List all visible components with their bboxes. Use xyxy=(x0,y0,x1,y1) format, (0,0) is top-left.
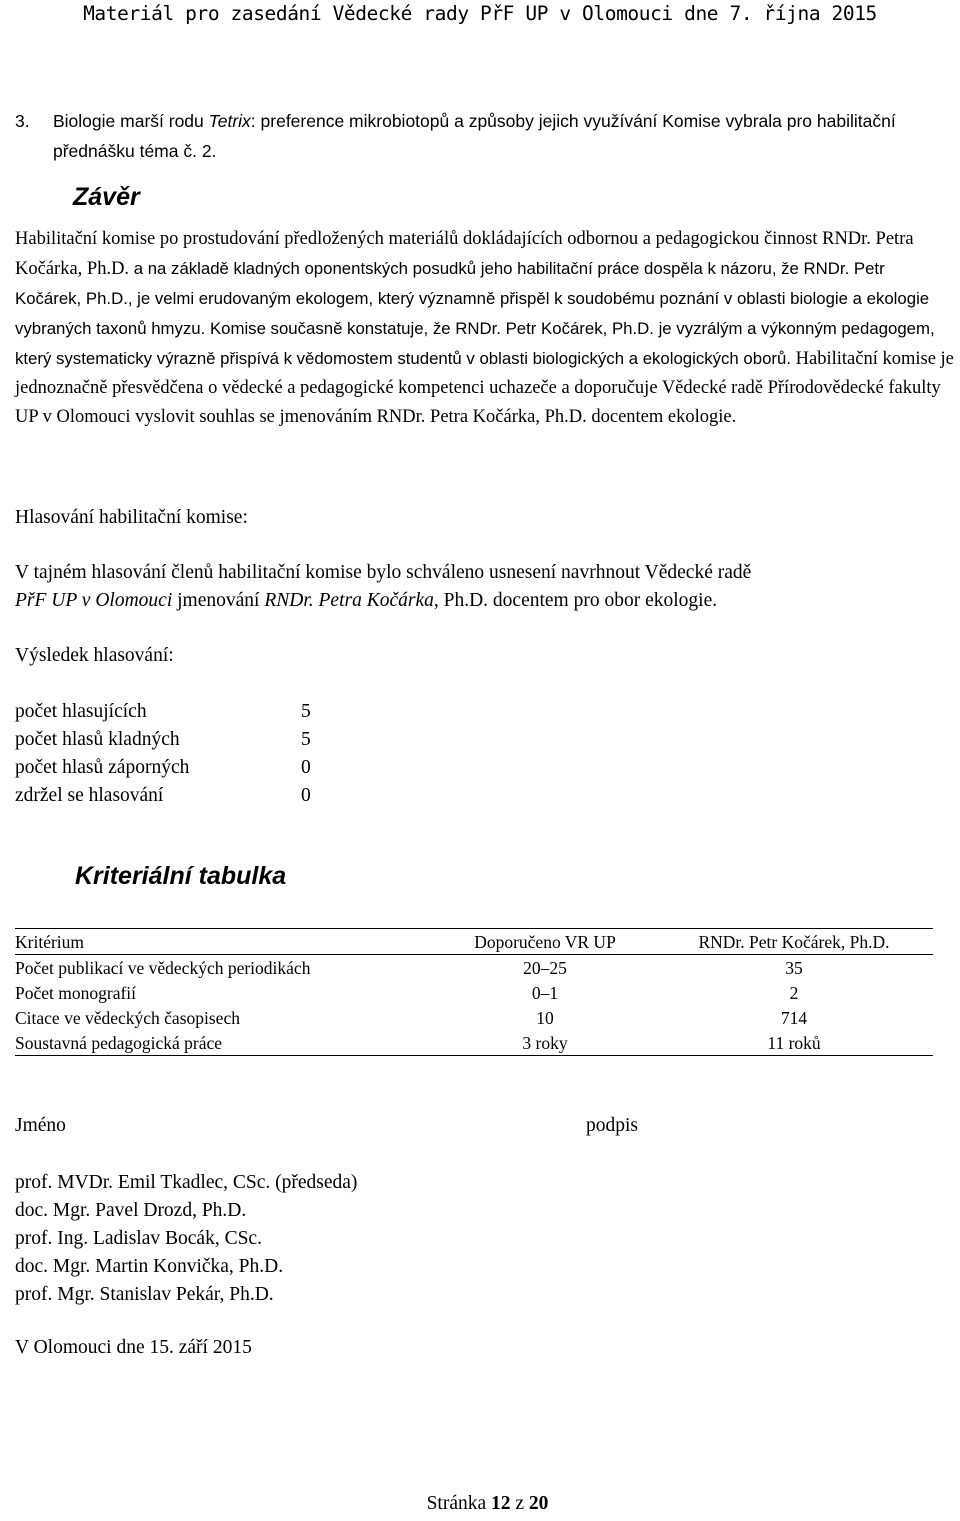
place-date: V Olomouci dne 15. září 2015 xyxy=(15,1337,252,1358)
table-row: Počet publikací ve vědeckých periodikách 20–25 35 xyxy=(15,957,803,978)
member-name: prof. Ing. Ladislav Bocák, CSc. xyxy=(15,1228,262,1249)
member-name: prof. Mgr. Stanislav Pekár, Ph.D. xyxy=(15,1284,274,1305)
name-column-label: Jméno xyxy=(15,1115,66,1136)
member-name: prof. MVDr. Emil Tkadlec, CSc. (předseda) xyxy=(15,1172,358,1193)
item-3 xyxy=(15,106,955,166)
zaver-text-1: Habilitační komise po prostudování předložených materiálů dokládajících odbornou a pedagogickou činnost RNDr. Petra Kočárka, Ph.D. xyxy=(15,229,914,279)
member-name: doc. Mgr. Pavel Drozd, Ph.D. xyxy=(15,1200,247,1221)
member-name: doc. Mgr. Martin Konvička, Ph.D. xyxy=(15,1256,284,1277)
vote-row: zdržel se hlasování 0 xyxy=(15,785,311,806)
vote-results xyxy=(15,698,335,810)
committee-members xyxy=(15,1169,357,1309)
table-row: Počet monografií 0–1 2 xyxy=(15,982,799,1003)
vote-row: počet hlasujících 5 xyxy=(15,701,311,722)
vote-row: počet hlasů záporných 0 xyxy=(15,757,311,778)
zaver-text-2: a na základě kladných oponentských posudků jeho habilitační práce dospěla k názoru, že RNDr. Petr Kočárek, Ph.D., je velmi erudovaným ekologem, který významně přispěl k soudobému poznání v oblasti biologie a ekologie vybraných taxonů hmyzu. Komise současně konstatuje, že RNDr. Petr Kočárek, Ph.D. je vyzrálým a výkonným pedagogem, který systematicky výrazně přispívá k vědomostem studentů v oblasti biologických a ekologických oborů. xyxy=(15,259,935,368)
zaver-heading: Závěr xyxy=(73,183,140,211)
criteria-table xyxy=(15,928,933,1056)
voting-line-1: V tajném hlasování členů habilitační komise bylo schváleno usnesení navrhnout Vědecké radě xyxy=(15,562,752,583)
table-header-row: Kritérium Doporučeno VR UP RNDr. Petr Kočárek, Ph.D. xyxy=(15,929,933,955)
signature-column-label: podpis xyxy=(586,1115,639,1136)
page-footer: Stránka 12 z 20 xyxy=(426,1493,549,1514)
table-row: Citace ve vědeckých časopisech 10 714 xyxy=(15,1007,808,1028)
item-number: 3. xyxy=(15,111,30,131)
item-text: Biologie marší rodu Tetrix: preference mikrobiotopů a způsoby jejich využívání Komise vybrala pro habilitační přednášku téma č. 2. xyxy=(53,111,896,161)
voting-heading: Hlasování habilitační komise: xyxy=(15,507,248,528)
criteria-table-title: Kriteriální tabulka xyxy=(75,862,287,890)
vote-row: počet hlasů kladných 5 xyxy=(15,729,311,750)
result-heading: Výsledek hlasování: xyxy=(15,645,174,666)
page-header: Materiál pro zasedání Vědecké rady PřF UP v Olomouci dne 7. října 2015 xyxy=(83,2,877,25)
table-row: Soustavná pedagogická práce 3 roky 11 roků xyxy=(15,1030,933,1056)
zaver-text-3: Habilitační komise je jednoznačně přesvědčena o vědecké a pedagogické kompetenci uchazeče a doporučuje Vědecké radě Přírodovědecké fakulty UP v Olomouci vyslovit souhlas se jmenováním RNDr. Petra Kočárka, Ph.D. docentem ekologie. xyxy=(15,349,954,427)
voting-line-2: PřF UP v Olomouci jmenování RNDr. Petra Kočárka, Ph.D. docentem pro obor ekologie. xyxy=(15,590,718,611)
zaver-paragraph xyxy=(15,225,955,432)
